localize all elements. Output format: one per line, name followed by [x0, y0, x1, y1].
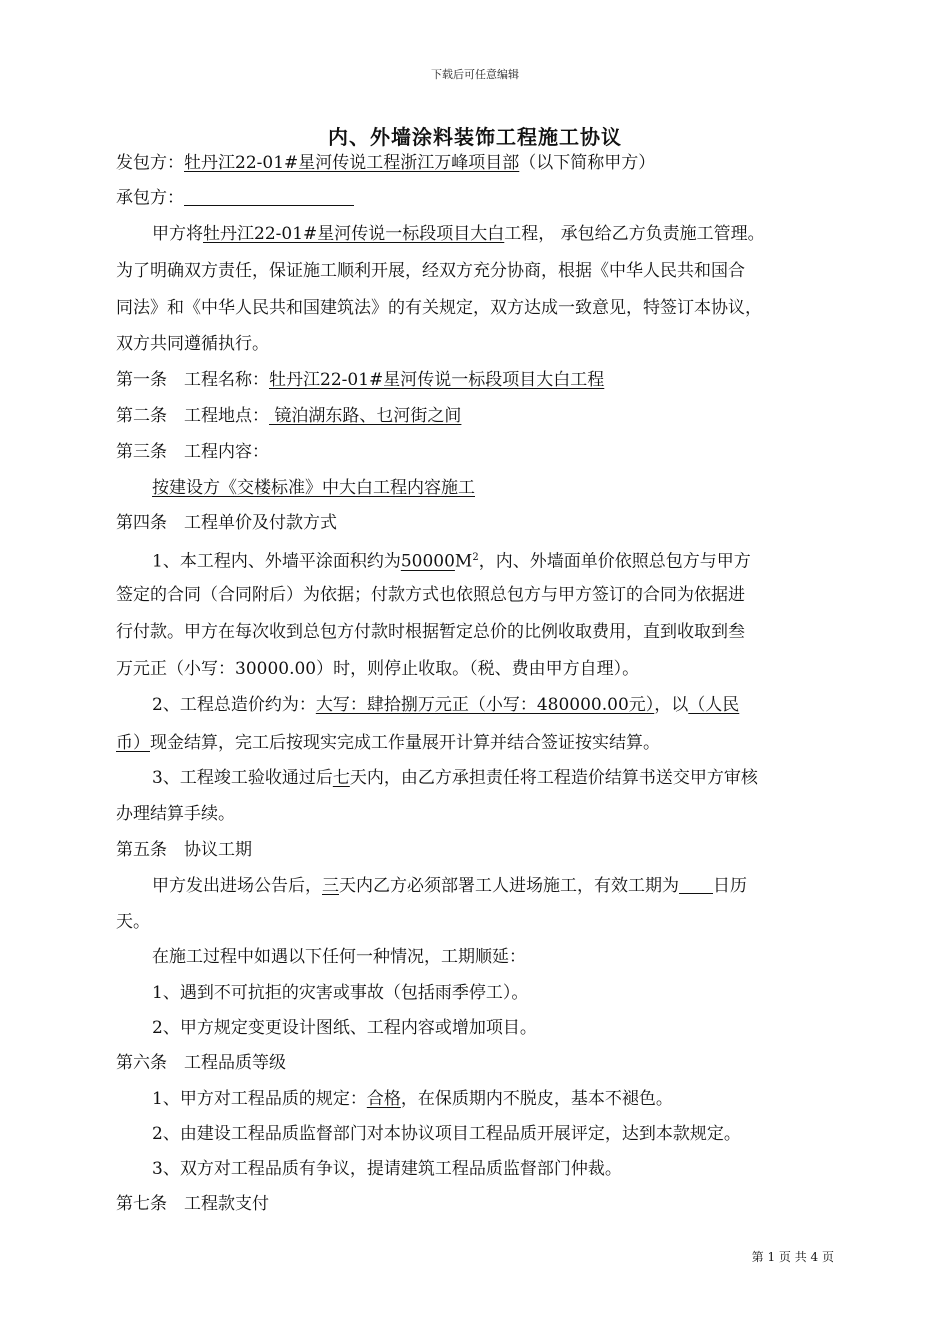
- article-4-item-3: 3、工程竣工验收通过后七天内，由乙方承担责任将工程造价结算书送交甲方审核: [152, 768, 758, 788]
- article-4: 第四条 工程单价及付款方式: [116, 513, 337, 533]
- article-6-item-3: 3、双方对工程品质有争议，提请建筑工程品质监督部门仲裁。: [152, 1159, 622, 1179]
- article-2: 第二条 工程地点： 镜泊湖东路、乜河街之间: [116, 406, 462, 426]
- project-title-value: 牡丹江22-01#星河传说一标段项目大白工程: [269, 370, 605, 390]
- article-6-item-2: 2、由建设工程品质监督部门对本协议项目工程品质开展评定，达到本款规定。: [152, 1124, 741, 1144]
- article-6-item-1: 1、甲方对工程品质的规定：合格，在保质期内不脱皮，基本不褪色。: [152, 1089, 673, 1109]
- article-6: 第六条 工程品质等级: [116, 1053, 286, 1073]
- article-1: 第一条 工程名称：牡丹江22-01#星河传说一标段项目大白工程: [116, 370, 605, 390]
- intro-line: 甲方将牡丹江22-01#星河传说一标段项目大白工程， 承包给乙方负责施工管理。: [152, 224, 765, 244]
- article-5-item-1: 1、遇到不可抗拒的灾害或事故（包括雨季停工）。: [152, 983, 529, 1003]
- page-number: 第 1 页 共 4 页: [751, 1250, 834, 1264]
- document-title: 内、外墙涂料装饰工程施工协议: [328, 125, 622, 149]
- paragraph-line: 天。: [116, 912, 150, 932]
- intro-line: 双方共同遵循执行。: [116, 334, 269, 354]
- article-5-para-1: 甲方发出进场公告后，三天内乙方必须部署工人进场施工，有效工期为 日历: [152, 876, 747, 896]
- article-3: 第三条 工程内容：: [116, 442, 269, 462]
- quality-grade: 合格: [366, 1089, 401, 1109]
- project-location-value: 镜泊湖东路、乜河街之间: [269, 406, 462, 426]
- settlement-days: 七: [332, 768, 350, 788]
- article-4-item-2: 2、工程总造价约为：大写：肆拾捌万元正（小写：480000.00元），以（人民: [152, 695, 740, 715]
- article-5-item-2: 2、甲方规定变更设计图纸、工程内容或增加项目。: [152, 1018, 537, 1038]
- total-price: 大写：肆拾捌万元正（小写：480000.00元）: [315, 695, 655, 715]
- article-4-item-1: 1、本工程内、外墙平涂面积约为$50000M^2$，内、外墙面单价依照总包方与甲方: [152, 551, 751, 572]
- employer-name: 牡丹江22-01#星河传说工程浙江万峰项目部: [184, 153, 520, 173]
- article-7: 第七条 工程款支付: [116, 1194, 269, 1214]
- employer-line: 发包方：牡丹江22-01#星河传说工程浙江万峰项目部（以下简称甲方）: [116, 153, 656, 173]
- contractor-blank: [184, 187, 354, 206]
- area-value: 50000: [400, 551, 455, 572]
- duration-blank: [679, 875, 713, 894]
- article-5: 第五条 协议工期: [116, 840, 252, 860]
- paragraph-line: 行付款。甲方在每次收到总包方付款时根据暂定总价的比例收取费用，直到收取到叁: [116, 622, 745, 642]
- contractor-line: 承包方：: [116, 186, 836, 210]
- paragraph-line: 办理结算手续。: [116, 804, 235, 824]
- article-3-content: 按建设方《交楼标准》中大白工程内容施工: [152, 478, 475, 498]
- intro-line: 为了明确双方责任，保证施工顺利开展，经双方充分协商，根据《中华人民共和国合: [116, 261, 745, 281]
- paragraph-line: 万元正（小写：30000.00）时，则停止收取。（税、费由甲方自理）。: [116, 659, 640, 679]
- intro-line: 同法》和《中华人民共和国建筑法》的有关规定，双方达成一致意见，特签订本协议，: [116, 298, 762, 318]
- paragraph-line: 币）现金结算，完工后按现实完成工作量展开计算并结合签证按实结算。: [116, 733, 660, 753]
- paragraph-line: 签定的合同（合同附后）为依据；付款方式也依照总包方与甲方签订的合同为依据进: [116, 585, 745, 605]
- article-5-para-2: 在施工过程中如遇以下任何一种情况，工期顺延：: [152, 947, 526, 967]
- start-days: 三: [322, 876, 339, 896]
- header-note: 下载后可任意编辑: [431, 68, 519, 81]
- project-name: 牡丹江22-01#星河传说一标段项目大白: [203, 224, 505, 244]
- currency: （人民: [688, 695, 740, 715]
